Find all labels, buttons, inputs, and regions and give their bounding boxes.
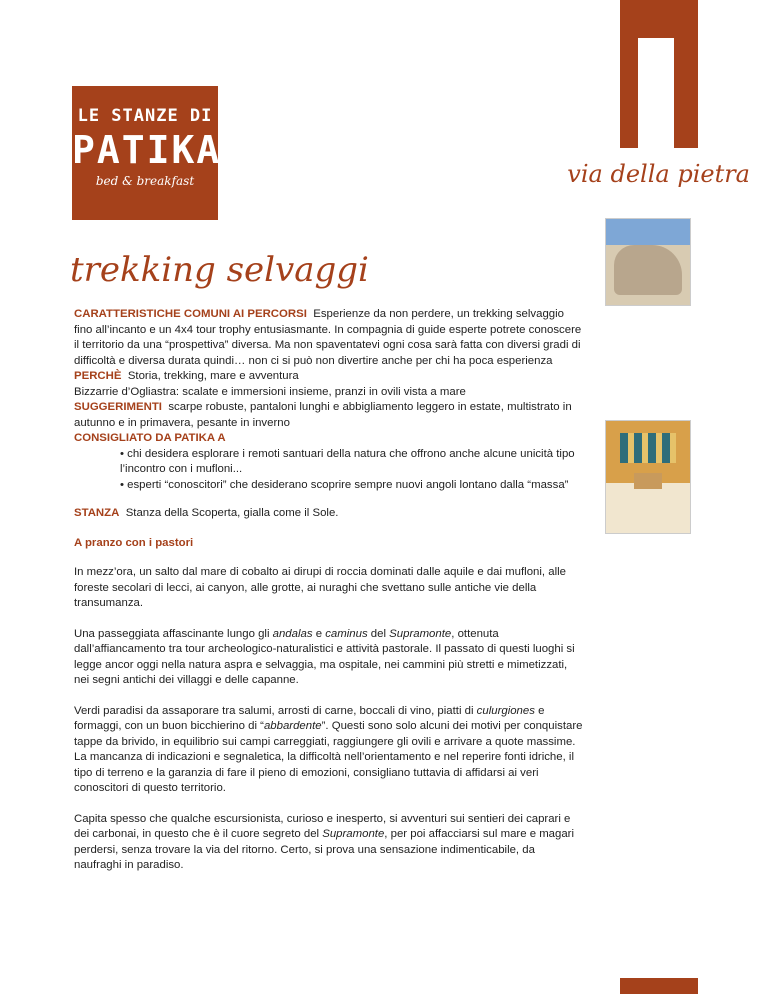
stanza-text: Stanza della Scoperta, gialla come il Sole. — [125, 507, 339, 519]
term-supramonte: Supramonte — [322, 828, 385, 840]
suggerimenti-heading: SUGGERIMENTI — [74, 401, 162, 413]
p4-text-a: Capita spesso che qualche escursionista, curioso e inesperto, si avventuri sui sentieri dei caprari e dei carbonai, in questo che è il cuore segreto del — [74, 812, 571, 840]
page-title: trekking selvaggi — [70, 250, 369, 290]
logo-line-2: PATIKA — [72, 128, 222, 172]
consigliato-heading: CONSIGLIATO DA PATIKA A — [74, 432, 226, 444]
term-caminus: caminus — [325, 627, 368, 640]
p3-text-c: ”. Questi sono solo alcuni dei motivi per conquistare tappe da brivido, in equilibrio sui campi carreggiati, raggiungere gli ovili e arrivare a quote massime. La mancanza di indicazioni e segnaletica, la difficoltà nell’orientamento e nel reperire fonti idriche, il tipo di terreno e la garanzia di fare il pieno di emozioni, consigliano tuttavia di affidarsi ai veri conoscitori di questo territorio. — [74, 720, 583, 794]
consigliato-list — [74, 447, 584, 494]
article-paragraph-4 — [74, 812, 584, 874]
p4-text-b: , per poi affacciarsi sul mare e magari perdersi, senza trovare la via del ritorno. Certo, si prova una sensazione indimenticabile, da naufraghi in paradiso. — [74, 828, 575, 871]
logo-tagline: bed & breakfast — [95, 174, 195, 188]
perche-paragraph — [74, 369, 584, 385]
caratteristiche-text: Esperienze da non perdere, un trekking selvaggio fino all’incanto e un 4x4 tour trophy entusiasmante. In compagnia di guide esperte potrete conoscere il territorio da una “prospettiva” diversa. Ma non spaventatevi ogni cosa sarà fatta con diversi gradi di difficoltà e diversa durata quindi… non ci si può non divertire anche per chi ha poca esperienza — [74, 308, 582, 367]
term-andalas: andalas — [272, 627, 313, 640]
rock-shape — [614, 245, 682, 295]
perche-text: Storia, trekking, mare e avventura — [127, 370, 299, 382]
stanza-heading: STANZA — [74, 507, 120, 519]
bedroom-photo — [605, 420, 691, 534]
corner-bracket-side — [674, 0, 698, 148]
pillow-shape — [634, 473, 662, 489]
article-subtitle: A pranzo con i pastori — [74, 536, 194, 549]
p2-text-d: , ottenuta dall’affiancamento tra tour archeologico-naturalistici e attività pastorale. Il passato di questi luoghi si legge ancor oggi nella natura aspra e selvaggia, ma ospitale, nei cammini più stretti e mimetizzati, nei segni antichi dei villaggi e delle capanne. — [74, 627, 575, 686]
bottom-decor-bar — [620, 978, 698, 994]
article-paragraph-1: In mezz’ora, un salto dal mare di cobalto ai dirupi di roccia dominati dalle aquile e dai mufloni, alle foreste secolari di lecci, ai canyon, alle grotte, ai nuraghi che svettano sulle antiche vie della transumanza. — [74, 566, 566, 609]
term-supramonte: Supramonte — [389, 627, 452, 640]
article-paragraph-3 — [74, 704, 584, 797]
perche-extra: Bizzarrie d’Ogliastra: scalate e immersioni insieme, pranzi in ovili vista a mare — [74, 385, 466, 398]
suggerimenti-paragraph — [74, 400, 584, 431]
term-abbardente: abbardente — [263, 720, 322, 732]
suggerimenti-text: scarpe robuste, pantaloni lunghi e abbigliamento leggero in estate, multistrato in autunno e in primavera, pesante in inverno — [74, 401, 572, 429]
bed-shape — [606, 483, 690, 533]
list-item: • esperti “conoscitori” che desiderano scoprire sempre nuovi angoli lontano dalla “massa” — [120, 478, 569, 491]
main-content — [74, 307, 584, 889]
article-paragraph-2 — [74, 627, 584, 689]
p2-text-b: e — [312, 627, 326, 640]
stanza-paragraph — [74, 506, 584, 522]
logo-line-1: LE STANZE DI — [77, 106, 213, 126]
caratteristiche-heading: CARATTERISTICHE COMUNI AI PERCORSI — [74, 308, 307, 320]
route-title: via della pietra — [567, 160, 750, 188]
tile-decoration — [620, 433, 676, 463]
corner-bracket-stem — [620, 38, 638, 148]
term-culurgiones: culurgiones — [476, 704, 535, 717]
p2-text-c: del — [367, 627, 390, 640]
p3-text-a: Verdi paradisi da assaporare tra salumi, arrosti di carne, boccali di vino, piatti di — [74, 704, 477, 717]
p3-text-b: e formaggi, con un buon bicchierino di “ — [74, 704, 545, 732]
list-item: • chi desidera esplorare i remoti santuari della natura che offrono anche alcune unicità tipo l’incontro con i mufloni... — [120, 447, 575, 475]
logo — [72, 86, 222, 220]
rock-landscape-photo — [605, 218, 691, 306]
caratteristiche-paragraph — [74, 307, 584, 369]
p2-text-a: Una passeggiata affascinante lungo gli — [74, 627, 273, 640]
perche-heading: PERCHÈ — [74, 370, 122, 382]
